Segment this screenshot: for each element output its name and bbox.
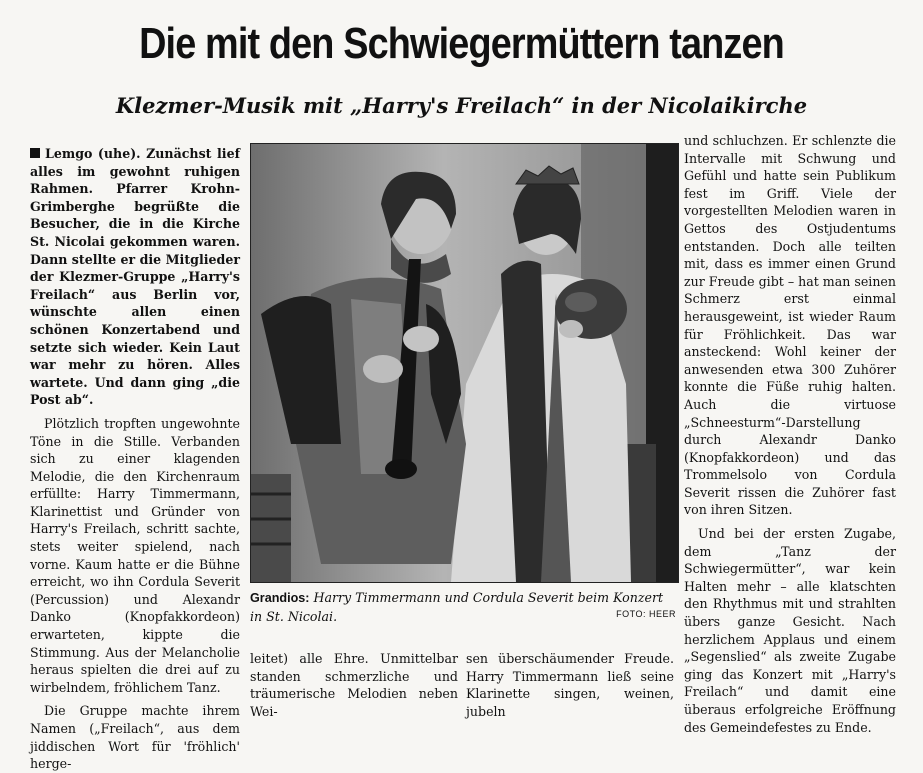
concert-photo — [250, 143, 679, 583]
lead-paragraph — [30, 145, 240, 409]
photo-illustration — [251, 144, 678, 582]
article-column-4 — [684, 132, 896, 736]
headline: Die mit den Schwiegermüttern tanzen — [139, 19, 784, 68]
paragraph: Und bei der ersten Zugabe, dem „Tanz der Schwiegermütter“, war kein Halten mehr – alle klatschten den Rhythmus mit und strahlten übers ganze Gesicht. Nach herzlichem Applaus und einem „Segenslied“ als zweite Zugabe ging das Konzert mit „Harry's Freilach“ und damit eine überaus erfolgreiche Eröffnung des Gemeindefestes zu Ende. — [684, 526, 896, 735]
paragraph: und schluchzen. Er schlenzte die Intervalle mit Schwung und Gefühl und hatte sein Publikum fest im Griff. Viele der vorgestellten Melodien waren in Gettos des Ostjudentums entstanden. Doch alle teilten mit, dass es immer einen Grund zur Freude gibt – hat man seinen Schmerz erst einmal herausgeweint, ist wieder Raum für Fröhlichkeit. Das war ansteckend: Wohl keiner der anwesenden etwa 300 Zuhörer konnte die Füße ruhig halten. Auch die virtuose „Schneesturm“-Darstellung durch Alexandr Danko (Knopfakkordeon) und das Trommelsolo von Cordula Severit rissen die Zuhörer fast von ihren Sitzen. — [684, 133, 896, 518]
subheadline: Klezmer-Musik mit „Harry's Freilach“ in der Nicolaikirche — [115, 93, 808, 118]
paragraph: Die Gruppe machte ihrem Namen („Freilach“, aus dem jiddischen Wort für 'fröhlich' herge- — [30, 703, 240, 772]
article-column-3 — [466, 650, 674, 720]
article-column-1 — [30, 145, 240, 773]
photo-caption — [250, 589, 677, 625]
paragraph: Plötzlich tropften ungewohnte Töne in die Stille. Verbanden sich zu einer klagenden Melodie, die den Kirchenraum erfüllte: Harry Timmermann, Klarinettist und Gründer von Harry's Freilach, schritt sachte, stets weiter spielend, nach vorne. Kaum hatte er die Bühne erreicht, wo ihn Cordula Severit (Percussion) und Alexandr Danko (Knopfakkordeon) erwarteten, kippte die Stimmung. Aus der Melancholie heraus spielten die drei auf zu wirbelndem, fröhlichem Tanz. — [30, 415, 240, 695]
article-column-2 — [250, 650, 458, 720]
caption-label: Grandios: — [250, 591, 310, 605]
paragraph: sen überschäumender Freude. Harry Timmermann ließ seine Klarinette singen, weinen, jubeln — [466, 651, 674, 719]
photo-credit: FOTO: HEER — [616, 609, 676, 619]
paragraph: leitet) alle Ehre. Unmittelbar standen schmerzliche und träumerische Melodien neben Wei- — [250, 651, 458, 719]
lead-text: Lemgo (uhe). Zunächst lief alles im gewohnt ruhigen Rahmen. Pfarrer Krohn-Grimberghe begrüßte die Besucher, die in die Kirche St. Nicolai gekommen waren. Dann stellte er die Mitglieder der Klezmer-Gruppe „Harry's Freilach“ aus Berlin vor, wünschte allen einen schönen Konzertabend und setzte sich wieder. Kein Laut war mehr zu hören. Alles wartete. Und dann ging „die Post ab“. — [30, 146, 240, 408]
caption-text: Harry Timmermann und Cordula Severit beim Konzert in St. Nicolai. — [250, 590, 664, 624]
bullet-square-icon — [30, 148, 40, 158]
